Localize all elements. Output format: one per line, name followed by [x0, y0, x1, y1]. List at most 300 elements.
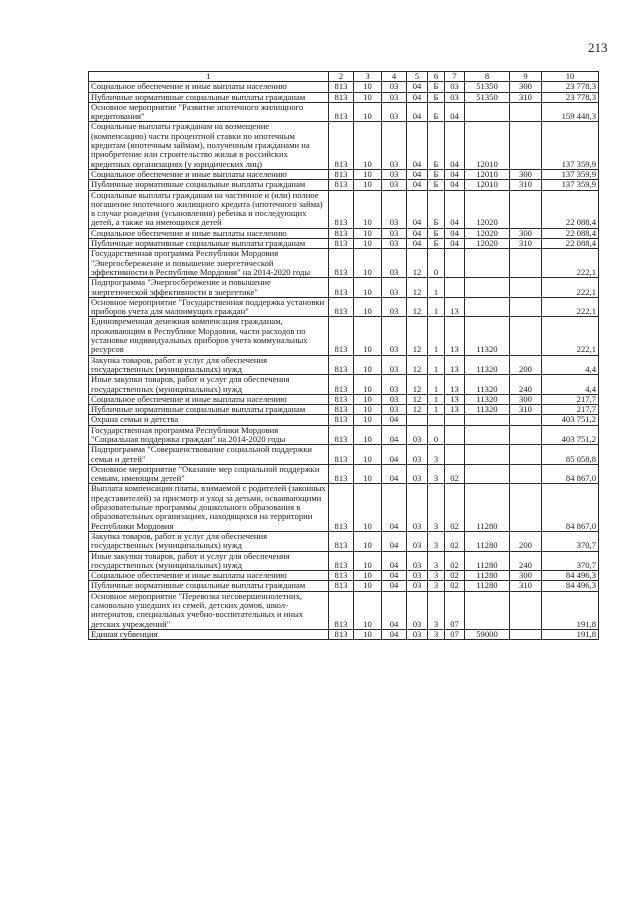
table-row — [89, 464, 599, 484]
amount-cell: 222,1 — [542, 317, 599, 355]
code-activity-cell — [445, 425, 465, 445]
amount-cell: 137 359,9 — [542, 180, 599, 190]
code-direction-cell — [465, 464, 510, 484]
amount-cell: 22 088,4 — [542, 239, 599, 249]
row-name-cell: Социальные выплаты гражданам на частичное и (или) полное погашение ипотечного жилищного кредита (ипотечного займа) в случае рождения (усыновления) ребенка и последующих детей, а также на имеющихся детей — [89, 190, 329, 228]
expense-type-cell: 300 — [510, 169, 542, 179]
row-name-cell: Основное мероприятие "Оказание мер социальной поддержки семьям, имеющим детей" — [89, 464, 329, 484]
code-program-cell: 03 — [407, 581, 428, 591]
expense-type-cell — [510, 317, 542, 355]
code-subprogram-cell: Б — [428, 190, 445, 228]
code-subsection-cell: 04 — [382, 425, 407, 445]
code-direction-cell: 51350 — [465, 82, 510, 92]
amount-cell: 403 751,2 — [542, 425, 599, 445]
code-subprogram-cell: 1 — [428, 355, 445, 375]
code-ministry-cell: 813 — [329, 317, 354, 355]
code-section-cell: 10 — [354, 249, 382, 278]
table-row — [89, 169, 599, 179]
code-subsection-cell: 04 — [382, 445, 407, 465]
code-activity-cell: 13 — [445, 394, 465, 404]
amount-cell: 370,7 — [542, 531, 599, 551]
code-subprogram-cell: 3 — [428, 591, 445, 629]
code-program-cell: 03 — [407, 591, 428, 629]
code-activity-cell — [445, 278, 465, 298]
code-section-cell: 10 — [354, 581, 382, 591]
row-name-cell: Публичные нормативные социальные выплаты гражданам — [89, 180, 329, 190]
expense-type-cell: 300 — [510, 571, 542, 581]
code-program-cell: 12 — [407, 249, 428, 278]
code-program-cell: 12 — [407, 278, 428, 298]
table-row — [89, 102, 599, 122]
table-row — [89, 190, 599, 228]
row-name-cell: Единая субвенция — [89, 629, 329, 639]
code-direction-cell: 12020 — [465, 228, 510, 238]
amount-cell: 85 058,8 — [542, 445, 599, 465]
code-subsection-cell: 03 — [382, 228, 407, 238]
code-activity-cell: 04 — [445, 180, 465, 190]
table-row — [89, 571, 599, 581]
row-name-cell: Государственная программа Республики Мордовия "Энергосбережение и повышение энергетической эффективности в Республике Мордовия" на 2014-2020 годы — [89, 249, 329, 278]
code-activity-cell: 13 — [445, 355, 465, 375]
code-subprogram-cell: 1 — [428, 317, 445, 355]
code-program-cell: 04 — [407, 190, 428, 228]
table-row — [89, 239, 599, 249]
code-activity-cell — [445, 445, 465, 465]
code-direction-cell: 12010 — [465, 169, 510, 179]
code-direction-cell: 11280 — [465, 571, 510, 581]
code-ministry-cell: 813 — [329, 375, 354, 395]
code-ministry-cell: 813 — [329, 249, 354, 278]
code-section-cell: 10 — [354, 190, 382, 228]
table-row — [89, 82, 599, 92]
row-name-cell: Закупка товаров, работ и услуг для обеспечения государственных (муниципальных) нужд — [89, 531, 329, 551]
code-subprogram-cell: 0 — [428, 425, 445, 445]
table-row — [89, 551, 599, 571]
code-section-cell: 10 — [354, 551, 382, 571]
code-activity-cell: 13 — [445, 405, 465, 415]
amount-cell: 22 088,4 — [542, 190, 599, 228]
row-name-cell: Публичные нормативные социальные выплаты гражданам — [89, 405, 329, 415]
row-name-cell: Основное мероприятие "Государственная поддержка установки приборов учета для малоимущих граждан" — [89, 297, 329, 317]
code-subprogram-cell: 1 — [428, 278, 445, 298]
row-name-cell: Подпрограмма "Энергосбережение и повышение энергетической эффективности в энергетике" — [89, 278, 329, 298]
header-cell: 5 — [407, 72, 428, 82]
row-name-cell: Основное мероприятие "Развитие ипотечного жилищного кредитования" — [89, 102, 329, 122]
code-program-cell: 04 — [407, 102, 428, 122]
code-section-cell: 10 — [354, 591, 382, 629]
table-row — [89, 581, 599, 591]
code-section-cell: 10 — [354, 317, 382, 355]
code-subprogram-cell: 1 — [428, 394, 445, 404]
code-subprogram-cell: 3 — [428, 464, 445, 484]
row-name-cell: Закупка товаров, работ и услуг для обеспечения государственных (муниципальных) нужд — [89, 355, 329, 375]
code-ministry-cell: 813 — [329, 82, 354, 92]
code-subprogram-cell: 3 — [428, 629, 445, 639]
code-direction-cell: 11320 — [465, 394, 510, 404]
expense-type-cell — [510, 484, 542, 531]
code-ministry-cell: 813 — [329, 278, 354, 298]
page-number: 213 — [588, 40, 608, 55]
code-section-cell: 10 — [354, 445, 382, 465]
amount-cell: 84 496,3 — [542, 571, 599, 581]
table-row — [89, 415, 599, 425]
code-ministry-cell: 813 — [329, 355, 354, 375]
header-cell: 3 — [354, 72, 382, 82]
expense-type-cell: 310 — [510, 180, 542, 190]
code-subsection-cell: 03 — [382, 317, 407, 355]
code-subsection-cell: 03 — [382, 394, 407, 404]
code-program-cell: 03 — [407, 464, 428, 484]
code-subsection-cell: 04 — [382, 591, 407, 629]
code-ministry-cell: 813 — [329, 445, 354, 465]
code-program-cell: 12 — [407, 297, 428, 317]
code-direction-cell — [465, 445, 510, 465]
code-subsection-cell: 04 — [382, 484, 407, 531]
amount-cell: 217,7 — [542, 394, 599, 404]
code-subsection-cell: 03 — [382, 405, 407, 415]
code-subsection-cell: 03 — [382, 122, 407, 169]
amount-cell: 22 088,4 — [542, 228, 599, 238]
code-section-cell: 10 — [354, 82, 382, 92]
code-ministry-cell: 813 — [329, 581, 354, 591]
code-subprogram-cell: Б — [428, 82, 445, 92]
code-activity-cell: 02 — [445, 581, 465, 591]
expense-type-cell: 310 — [510, 92, 542, 102]
code-direction-cell: 11280 — [465, 531, 510, 551]
code-program-cell: 04 — [407, 228, 428, 238]
code-ministry-cell: 813 — [329, 571, 354, 581]
code-activity-cell: 13 — [445, 317, 465, 355]
code-ministry-cell: 813 — [329, 190, 354, 228]
code-activity-cell: 02 — [445, 551, 465, 571]
code-ministry-cell: 813 — [329, 415, 354, 425]
code-activity-cell: 04 — [445, 169, 465, 179]
code-activity-cell: 07 — [445, 591, 465, 629]
code-activity-cell: 13 — [445, 297, 465, 317]
code-direction-cell — [465, 297, 510, 317]
code-program-cell: 12 — [407, 375, 428, 395]
expense-type-cell: 200 — [510, 531, 542, 551]
row-name-cell: Иные закупки товаров, работ и услуг для обеспечения государственных (муниципальных) нужд — [89, 375, 329, 395]
code-subsection-cell: 04 — [382, 581, 407, 591]
code-direction-cell: 11320 — [465, 375, 510, 395]
amount-cell: 222,1 — [542, 297, 599, 317]
code-direction-cell: 12020 — [465, 190, 510, 228]
code-subsection-cell: 04 — [382, 464, 407, 484]
code-subsection-cell: 03 — [382, 249, 407, 278]
code-subsection-cell: 04 — [382, 571, 407, 581]
code-program-cell — [407, 415, 428, 425]
code-ministry-cell: 813 — [329, 425, 354, 445]
code-section-cell: 10 — [354, 102, 382, 122]
code-section-cell: 10 — [354, 531, 382, 551]
row-name-cell: Выплата компенсации платы, взимаемой с родителей (законных представителей) за присмотр и уход за детьми, осваивающими образовательные программы дошкольного образования в образовательных организациях, находящихся на территории Республики Мордовия — [89, 484, 329, 531]
table-row — [89, 394, 599, 404]
expense-type-cell — [510, 102, 542, 122]
row-name-cell: Охрана семьи и детства — [89, 415, 329, 425]
code-subprogram-cell: 3 — [428, 531, 445, 551]
row-name-cell: Социальное обеспечение и иные выплаты населению — [89, 394, 329, 404]
code-subprogram-cell: 0 — [428, 249, 445, 278]
code-activity-cell — [445, 249, 465, 278]
code-ministry-cell: 813 — [329, 297, 354, 317]
code-ministry-cell: 813 — [329, 239, 354, 249]
code-program-cell: 04 — [407, 82, 428, 92]
code-activity-cell: 02 — [445, 484, 465, 531]
header-cell: 9 — [510, 72, 542, 82]
header-cell: 1 — [89, 72, 329, 82]
code-direction-cell: 11280 — [465, 551, 510, 571]
code-ministry-cell: 813 — [329, 102, 354, 122]
code-subprogram-cell: 1 — [428, 375, 445, 395]
amount-cell: 23 778,3 — [542, 92, 599, 102]
table-row — [89, 92, 599, 102]
amount-cell: 137 359,9 — [542, 169, 599, 179]
code-section-cell: 10 — [354, 464, 382, 484]
code-activity-cell: 02 — [445, 531, 465, 551]
code-activity-cell: 04 — [445, 190, 465, 228]
row-name-cell: Публичные нормативные социальные выплаты гражданам — [89, 581, 329, 591]
code-activity-cell: 02 — [445, 571, 465, 581]
code-program-cell: 03 — [407, 484, 428, 531]
row-name-cell: Государственная программа Республики Мордовия "Социальная поддержка граждан" на 2014-2020 годы — [89, 425, 329, 445]
expense-type-cell — [510, 278, 542, 298]
code-program-cell: 03 — [407, 425, 428, 445]
expense-type-cell — [510, 445, 542, 465]
amount-cell: 84 867,0 — [542, 484, 599, 531]
code-subsection-cell: 03 — [382, 102, 407, 122]
table-row — [89, 355, 599, 375]
code-section-cell: 10 — [354, 169, 382, 179]
amount-cell: 23 778,3 — [542, 82, 599, 92]
amount-cell: 222,1 — [542, 249, 599, 278]
code-direction-cell: 59000 — [465, 629, 510, 639]
code-subprogram-cell: Б — [428, 169, 445, 179]
code-section-cell: 10 — [354, 122, 382, 169]
table-row — [89, 297, 599, 317]
code-subsection-cell: 03 — [382, 180, 407, 190]
code-direction-cell — [465, 278, 510, 298]
amount-cell: 84 496,3 — [542, 581, 599, 591]
expense-type-cell: 300 — [510, 228, 542, 238]
code-ministry-cell: 813 — [329, 169, 354, 179]
row-name-cell: Подпрограмма "Совершенствование социальной поддержки семьи и детей" — [89, 445, 329, 465]
code-section-cell: 10 — [354, 484, 382, 531]
expense-type-cell — [510, 425, 542, 445]
code-section-cell: 10 — [354, 297, 382, 317]
code-program-cell: 03 — [407, 551, 428, 571]
header-cell: 10 — [542, 72, 599, 82]
row-name-cell: Социальное обеспечение и иные выплаты населению — [89, 169, 329, 179]
code-subprogram-cell: Б — [428, 239, 445, 249]
code-subsection-cell: 03 — [382, 355, 407, 375]
code-subsection-cell: 03 — [382, 92, 407, 102]
code-activity-cell — [445, 415, 465, 425]
code-section-cell: 10 — [354, 571, 382, 581]
code-subprogram-cell: Б — [428, 92, 445, 102]
code-direction-cell: 11320 — [465, 355, 510, 375]
amount-cell: 217,7 — [542, 405, 599, 415]
code-activity-cell: 04 — [445, 228, 465, 238]
code-direction-cell — [465, 425, 510, 445]
expense-type-cell — [510, 122, 542, 169]
expense-type-cell: 310 — [510, 581, 542, 591]
code-activity-cell: 02 — [445, 464, 465, 484]
table-row — [89, 228, 599, 238]
code-program-cell: 12 — [407, 317, 428, 355]
table-row — [89, 375, 599, 395]
code-direction-cell: 12010 — [465, 180, 510, 190]
code-subsection-cell: 03 — [382, 190, 407, 228]
amount-cell: 222,1 — [542, 278, 599, 298]
expense-type-cell: 240 — [510, 375, 542, 395]
table-row — [89, 484, 599, 531]
code-activity-cell: 03 — [445, 82, 465, 92]
code-direction-cell: 11280 — [465, 581, 510, 591]
code-section-cell: 10 — [354, 405, 382, 415]
code-direction-cell: 11280 — [465, 484, 510, 531]
row-name-cell: Основное мероприятие "Перевозка несовершеннолетних, самовольно ушедших из семей, детских домов, школ-интернатов, специальных учебно-воспитательных и иных детских учреждений" — [89, 591, 329, 629]
expense-type-cell: 310 — [510, 405, 542, 415]
table-body — [89, 72, 599, 640]
code-subsection-cell: 03 — [382, 278, 407, 298]
table-row — [89, 317, 599, 355]
code-section-cell: 10 — [354, 629, 382, 639]
code-subsection-cell: 03 — [382, 375, 407, 395]
amount-cell: 159 448,3 — [542, 102, 599, 122]
table-row — [89, 180, 599, 190]
amount-cell: 4,4 — [542, 375, 599, 395]
code-subprogram-cell: 1 — [428, 297, 445, 317]
code-direction-cell: 12020 — [465, 239, 510, 249]
code-program-cell: 04 — [407, 239, 428, 249]
code-subsection-cell: 03 — [382, 82, 407, 92]
code-subsection-cell: 03 — [382, 239, 407, 249]
code-ministry-cell: 813 — [329, 122, 354, 169]
row-name-cell: Публичные нормативные социальные выплаты гражданам — [89, 92, 329, 102]
row-name-cell: Социальное обеспечение и иные выплаты населению — [89, 82, 329, 92]
code-program-cell: 04 — [407, 180, 428, 190]
code-ministry-cell: 813 — [329, 180, 354, 190]
code-subprogram-cell: 3 — [428, 551, 445, 571]
code-direction-cell: 11320 — [465, 317, 510, 355]
table-row — [89, 629, 599, 639]
code-section-cell: 10 — [354, 355, 382, 375]
table-header-row — [89, 72, 599, 82]
expense-type-cell — [510, 464, 542, 484]
amount-cell: 84 867,0 — [542, 464, 599, 484]
code-program-cell: 12 — [407, 394, 428, 404]
code-program-cell: 04 — [407, 122, 428, 169]
code-direction-cell — [465, 102, 510, 122]
expense-type-cell — [510, 629, 542, 639]
code-ministry-cell: 813 — [329, 228, 354, 238]
code-ministry-cell: 813 — [329, 629, 354, 639]
code-subprogram-cell: Б — [428, 122, 445, 169]
code-direction-cell — [465, 415, 510, 425]
expense-type-cell: 300 — [510, 394, 542, 404]
code-program-cell: 03 — [407, 445, 428, 465]
code-activity-cell: 03 — [445, 92, 465, 102]
code-ministry-cell: 813 — [329, 92, 354, 102]
code-program-cell: 04 — [407, 169, 428, 179]
code-section-cell: 10 — [354, 239, 382, 249]
expense-type-cell — [510, 190, 542, 228]
code-subsection-cell: 04 — [382, 531, 407, 551]
code-program-cell: 03 — [407, 571, 428, 581]
table-row — [89, 445, 599, 465]
amount-cell: 191,8 — [542, 629, 599, 639]
table-row — [89, 591, 599, 629]
code-direction-cell: 11320 — [465, 405, 510, 415]
row-name-cell: Публичные нормативные социальные выплаты гражданам — [89, 239, 329, 249]
expense-type-cell — [510, 249, 542, 278]
code-section-cell: 10 — [354, 180, 382, 190]
expense-type-cell — [510, 591, 542, 629]
code-subprogram-cell: 3 — [428, 571, 445, 581]
expense-type-cell: 240 — [510, 551, 542, 571]
expense-type-cell: 300 — [510, 82, 542, 92]
code-activity-cell: 04 — [445, 239, 465, 249]
code-section-cell: 10 — [354, 415, 382, 425]
amount-cell: 4,4 — [542, 355, 599, 375]
expense-type-cell — [510, 415, 542, 425]
code-subprogram-cell: Б — [428, 102, 445, 122]
table-row — [89, 249, 599, 278]
table-row — [89, 122, 599, 169]
header-cell: 6 — [428, 72, 445, 82]
code-section-cell: 10 — [354, 425, 382, 445]
code-ministry-cell: 813 — [329, 405, 354, 415]
code-subsection-cell: 04 — [382, 629, 407, 639]
code-ministry-cell: 813 — [329, 591, 354, 629]
row-name-cell: Социальные выплаты гражданам на возмещение (компенсацию) части процентной ставки по ипотечным кредитам (ипотечным займам), полученным гражданами на приобретение или строительство жилья в российских кредитных организациях (у юридических лиц) — [89, 122, 329, 169]
code-ministry-cell: 813 — [329, 394, 354, 404]
table-row — [89, 278, 599, 298]
row-name-cell: Единовременная денежная компенсация гражданам, проживающим в Республике Мордовия, части расходов по установке индивидуальных приборов учета коммунальных ресурсов — [89, 317, 329, 355]
code-ministry-cell: 813 — [329, 551, 354, 571]
code-section-cell: 10 — [354, 92, 382, 102]
code-activity-cell: 13 — [445, 375, 465, 395]
code-activity-cell: 04 — [445, 102, 465, 122]
row-name-cell: Социальное обеспечение и иные выплаты населению — [89, 228, 329, 238]
expense-type-cell — [510, 297, 542, 317]
code-section-cell: 10 — [354, 278, 382, 298]
table-row — [89, 531, 599, 551]
code-section-cell: 10 — [354, 228, 382, 238]
amount-cell: 403 751,2 — [542, 415, 599, 425]
code-ministry-cell: 813 — [329, 484, 354, 531]
code-subprogram-cell: 1 — [428, 405, 445, 415]
code-subprogram-cell — [428, 415, 445, 425]
code-program-cell: 04 — [407, 92, 428, 102]
table-row — [89, 405, 599, 415]
amount-cell: 370,7 — [542, 551, 599, 571]
code-ministry-cell: 813 — [329, 464, 354, 484]
row-name-cell: Иные закупки товаров, работ и услуг для обеспечения государственных (муниципальных) нужд — [89, 551, 329, 571]
code-subprogram-cell: Б — [428, 228, 445, 238]
expense-type-cell: 200 — [510, 355, 542, 375]
expense-type-cell: 310 — [510, 239, 542, 249]
code-subsection-cell: 04 — [382, 415, 407, 425]
code-activity-cell: 04 — [445, 122, 465, 169]
amount-cell: 137 359,9 — [542, 122, 599, 169]
code-program-cell: 12 — [407, 355, 428, 375]
header-cell: 7 — [445, 72, 465, 82]
code-subprogram-cell: 3 — [428, 445, 445, 465]
code-direction-cell: 12010 — [465, 122, 510, 169]
code-activity-cell: 07 — [445, 629, 465, 639]
